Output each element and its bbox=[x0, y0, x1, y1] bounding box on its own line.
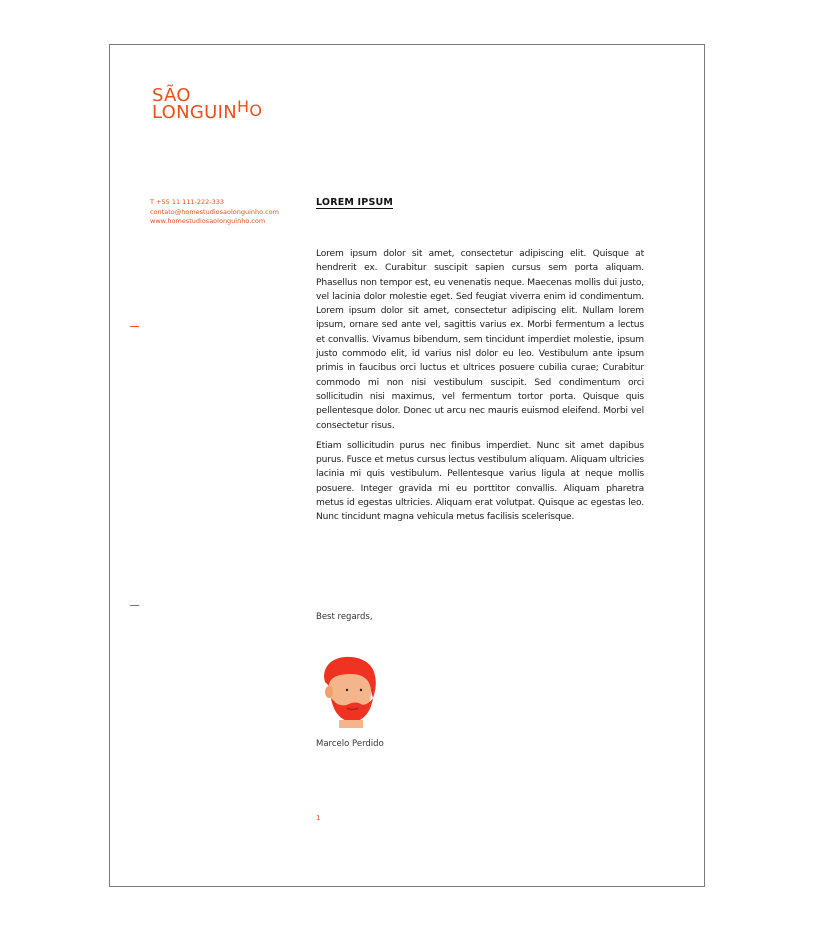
letter-body bbox=[316, 247, 644, 531]
signer-name: Marcelo Perdido bbox=[316, 739, 384, 749]
body-paragraph-1: Lorem ipsum dolor sit amet, consectetur adipiscing elit. Quisque at hendrerit ex. Curabitur suscipit sapien cursus sem porta aliquam. Phasellus non tempor est, eu venenatis neque. Maecenas mollis dui justo, vel lacinia dolor molestie eget. Sed feugiat viverra enim id condimentum. Lorem ipsum dolor sit amet, consectetur adipiscing elit. Nullam lorem ipsum, ornare sed ante vel, sagittis varius ex. Morbi fermentum a lectus et convallis. Vivamus bibendum, sem tincidunt imperdiet molestie, ipsum justo commodo elit, id varius nisl dolor eu leo. Vestibulum ante ipsum primis in faucibus orci luctus et ultrices posuere cubilia curae; Curabitur commodo mi non nisi vestibulum suscipit. Sed condimentum orci sollicitudin nisi maximus, vel fermentum tortor porta. Quisque quis pellentesque dolor. Donec ut arcu nec mauris euismod eleifend. Morbi vel consectetur risus. bbox=[316, 249, 644, 431]
brand-logo bbox=[152, 87, 262, 121]
page-number: 1 bbox=[316, 814, 321, 822]
closing-text: Best regards, bbox=[316, 612, 373, 622]
contact-email[interactable]: contato@homestudiosaolonguinho.com bbox=[150, 207, 279, 216]
fold-mark-bottom bbox=[130, 605, 139, 606]
logo-letter-h: H bbox=[237, 97, 250, 116]
contact-block bbox=[150, 198, 279, 227]
logo-letter-o: O bbox=[249, 101, 263, 120]
contact-phone: T +55 11 111-222-333 bbox=[150, 198, 225, 206]
body-paragraph-2: Etiam sollicitudin purus nec finibus imperdiet. Nunc sit amet dapibus purus. Fusce et metus cursus lectus vestibulum aliquam. Aliquam ultricies lacinia mi quis vestibulum. Pellentesque varius ligula at neque mollis posuere. Integer gravida mi eu porttitor convallis. Aliquam pharetra metus id egestas ultricies. Aliquam erat volutpat. Quisque ac egestas leo. Nunc tincidunt magna vehicula metus facilisis scelerisque. bbox=[316, 440, 644, 523]
letterhead-page bbox=[109, 44, 705, 887]
fold-mark-top bbox=[130, 326, 139, 327]
contact-website[interactable]: www.homestudiosaolonguinho.com bbox=[150, 217, 266, 225]
letter-heading: LOREM IPSUM bbox=[316, 197, 394, 208]
logo-line-2-main: LONGUIN bbox=[152, 102, 238, 123]
logo-line-1: SÃO bbox=[152, 85, 191, 106]
logo-line-2 bbox=[152, 97, 263, 123]
signature-portrait bbox=[317, 654, 381, 730]
